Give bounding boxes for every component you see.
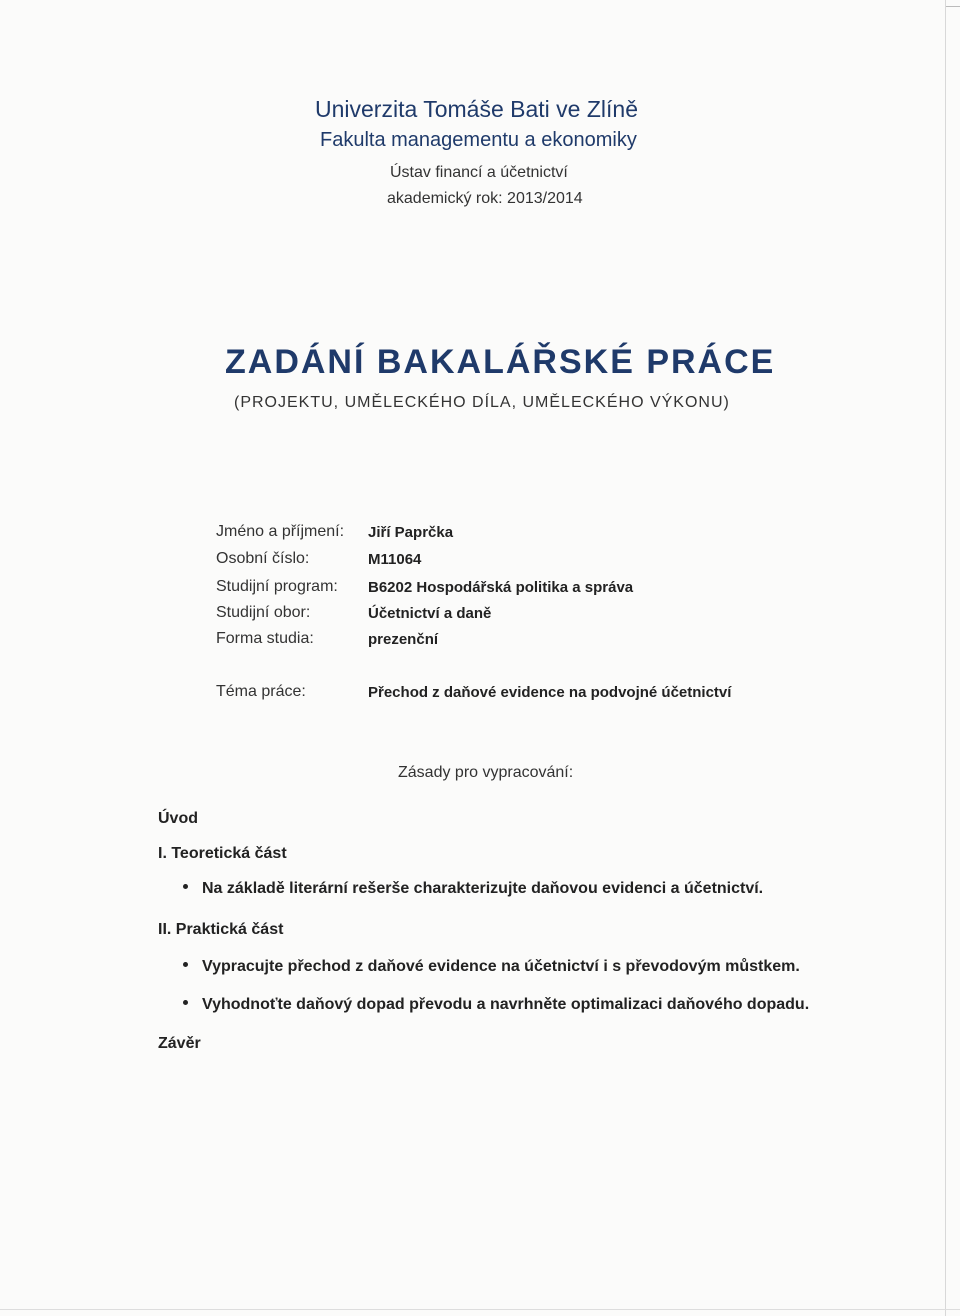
- principles-heading: Zásady pro vypracování:: [398, 764, 574, 781]
- name-value: Jiří Paprčka: [368, 524, 454, 541]
- document-title: ZADÁNÍ BAKALÁŘSKÉ PRÁCE: [225, 343, 776, 381]
- topic-label: Téma práce:: [216, 683, 306, 700]
- field-label: Studijní obor:: [216, 604, 311, 621]
- bullet-icon: [183, 1000, 188, 1005]
- practice-item-text: Vypracujte přechod z daňové evidence na účetnictví i s převodovým můstkem.: [202, 958, 800, 975]
- id-value: M11064: [368, 551, 422, 568]
- form-label: Forma studia:: [216, 630, 314, 647]
- practice-item-text: Vyhodnoťte daňový dopad převodu a navrhněte optimalizaci daňového dopadu.: [202, 996, 810, 1013]
- theory-item-text: Na základě literární rešerše charakterizujte daňovou evidenci a účetnictví.: [202, 880, 764, 897]
- practice-item: [183, 996, 809, 1014]
- id-label: Osobní číslo:: [216, 550, 310, 567]
- practice-title: II. Praktická část: [158, 921, 284, 938]
- conclusion-title: Závěr: [158, 1035, 201, 1052]
- program-value: B6202 Hospodářská politika a správa: [368, 579, 634, 596]
- practice-item: [183, 958, 800, 976]
- topic-value: Přechod z daňové evidence na podvojné účetnictví: [368, 684, 732, 701]
- bullet-icon: [183, 962, 188, 967]
- page-corner-mark: [946, 6, 960, 7]
- theory-item: [183, 880, 763, 898]
- field-value: Účetnictví a daně: [368, 605, 492, 622]
- document-subtitle: (PROJEKTU, UMĚLECKÉHO DÍLA, UMĚLECKÉHO VÝKONU): [234, 394, 730, 411]
- theory-title: I. Teoretická část: [158, 845, 287, 862]
- intro-title: Úvod: [158, 810, 198, 827]
- page-edge-line: [945, 0, 946, 1316]
- university-name: Univerzita Tomáše Bati ve Zlíně: [315, 96, 638, 122]
- program-label: Studijní program:: [216, 578, 338, 595]
- bullet-icon: [183, 884, 188, 889]
- faculty-name: Fakulta managementu a ekonomiky: [320, 129, 637, 151]
- institute-name: Ústav financí a účetnictví: [390, 164, 568, 181]
- form-value: prezenční: [368, 631, 439, 648]
- academic-year: akademický rok: 2013/2014: [387, 190, 583, 207]
- page-bottom-line: [0, 1309, 960, 1310]
- name-label: Jméno a příjmení:: [216, 523, 345, 540]
